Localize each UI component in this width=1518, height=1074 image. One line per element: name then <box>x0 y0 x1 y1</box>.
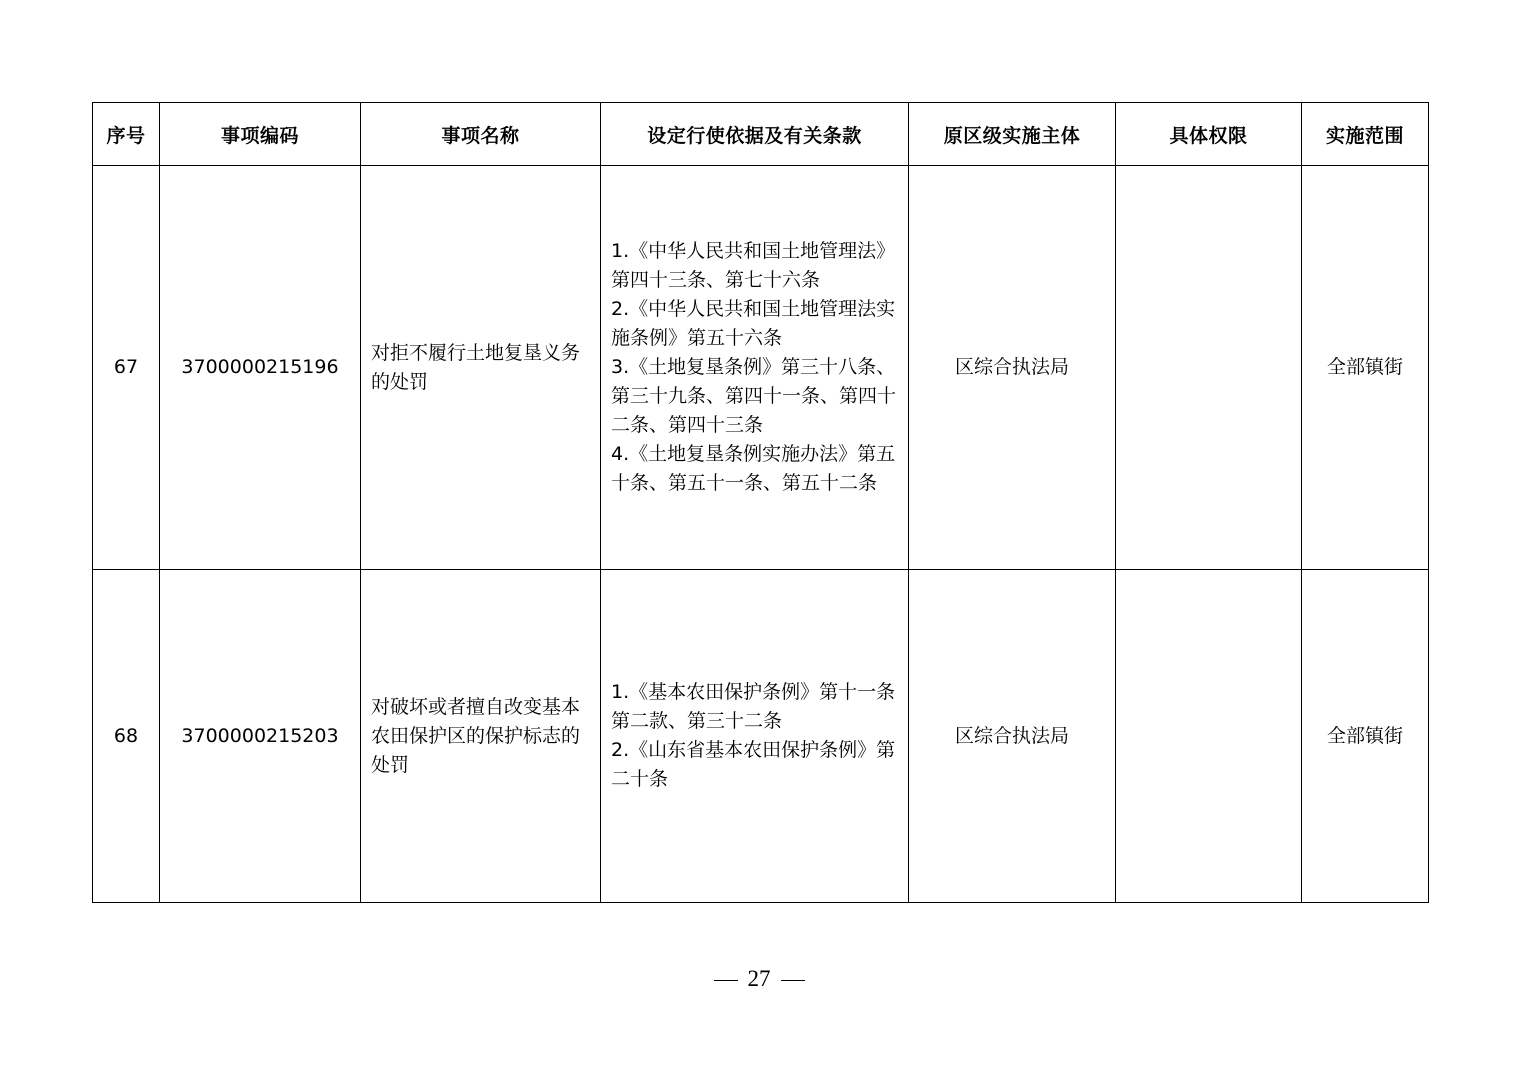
header-code: 事项编码 <box>160 103 361 166</box>
cell-code: 3700000215203 <box>160 570 361 903</box>
cell-seq: 67 <box>93 166 160 570</box>
header-seq: 序号 <box>93 103 160 166</box>
cell-scope: 全部镇街 <box>1302 166 1429 570</box>
footer-dash-left <box>714 980 738 981</box>
header-name: 事项名称 <box>361 103 601 166</box>
cell-subject: 区综合执法局 <box>909 166 1116 570</box>
cell-basis <box>601 166 909 570</box>
header-scope: 实施范围 <box>1302 103 1429 166</box>
cell-code: 3700000215196 <box>160 166 361 570</box>
cell-scope: 全部镇街 <box>1302 570 1429 903</box>
header-authority: 具体权限 <box>1116 103 1302 166</box>
basis-clause: 4.《土地复垦条例实施办法》第五十条、第五十一条、第五十二条 <box>611 443 896 494</box>
page-footer <box>0 966 1518 992</box>
cell-subject: 区综合执法局 <box>909 570 1116 903</box>
data-table <box>92 102 1429 903</box>
table-row <box>93 570 1429 903</box>
header-subject: 原区级实施主体 <box>909 103 1116 166</box>
page-number: 27 <box>747 966 771 991</box>
basis-clause: 2.《山东省基本农田保护条例》第二十条 <box>611 739 896 790</box>
footer-dash-right <box>781 980 805 981</box>
basis-clause: 2.《中华人民共和国土地管理法实施条例》第五十六条 <box>611 298 896 349</box>
cell-item-name: 对拒不履行土地复垦义务的处罚 <box>361 166 601 570</box>
cell-authority <box>1116 166 1302 570</box>
cell-basis <box>601 570 909 903</box>
cell-authority <box>1116 570 1302 903</box>
cell-item-name: 对破坏或者擅自改变基本农田保护区的保护标志的处罚 <box>361 570 601 903</box>
basis-clause: 3.《土地复垦条例》第三十八条、第三十九条、第四十一条、第四十二条、第四十三条 <box>611 356 897 436</box>
table-row <box>93 166 1429 570</box>
basis-clause: 1.《基本农田保护条例》第十一条第二款、第三十二条 <box>611 681 896 732</box>
header-basis: 设定行使依据及有关条款 <box>601 103 909 166</box>
basis-clause: 1.《中华人民共和国土地管理法》第四十三条、第七十六条 <box>611 240 896 291</box>
cell-seq: 68 <box>93 570 160 903</box>
table-header-row <box>93 103 1429 166</box>
